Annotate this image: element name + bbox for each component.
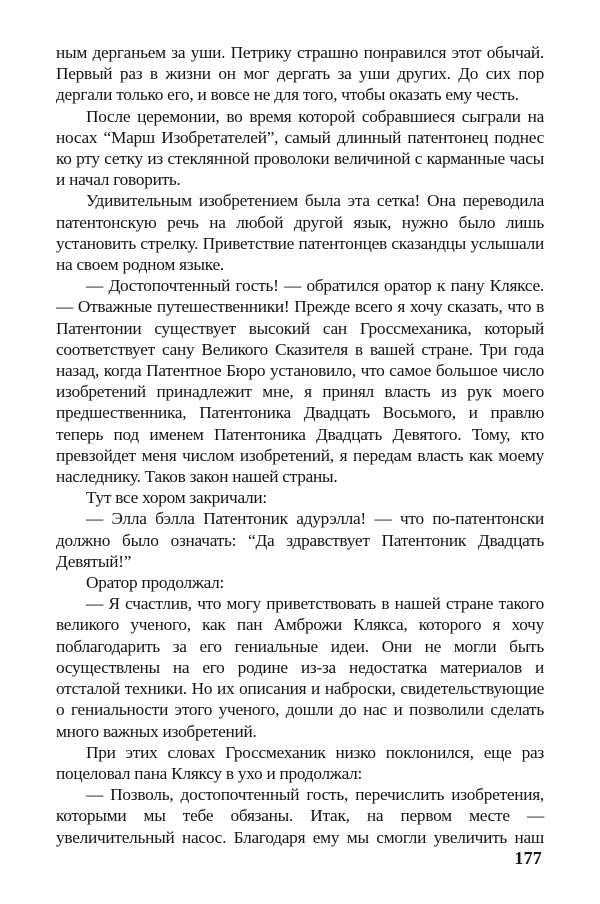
paragraph-2: После церемонии, во время которой собравшиеся сыграли на носах “Марш Изобретателей”, самый длинный патентонец поднес ко рту сетку из стеклянной проволоки величиной с карманные часы и начал говорить. — [56, 106, 544, 190]
paragraph-1: ным дерганьем за уши. Петрику страшно понравился этот обычай. Первый раз в жизни он мог дергать за уши других. До сих пор дергали только его, и вовсе не для того, чтобы оказать ему честь. — [56, 43, 544, 105]
page-number: 177 — [514, 848, 542, 868]
paragraph-9: При этих словах Гроссмеханик низко поклонился, еще раз поцеловал пана Кляксу в ухо и продолжал: — [56, 742, 544, 783]
paragraph-5: Тут все хором закричали: — [86, 488, 267, 508]
paragraph-10: — Позволь, достопочтенный гость, перечислить изобретения, которыми мы тебе обязаны. Итак, на первом месте — увеличительный насос. Благодаря ему мы смогли увеличить наш — [56, 785, 544, 847]
paragraph-3: Удивительным изобретением была эта сетка! Она переводила патентонскую речь на любой другой язык, нужно было лишь установить стрелку. Приветствие патентонцев сказандцы услышали на своем родном языке. — [56, 191, 544, 275]
body-text — [56, 42, 544, 848]
paragraph-7: Оратор продолжал: — [86, 573, 225, 593]
paragraph-8: — Я счастлив, что могу приветствовать в нашей стране такого великого ученого, как пан Амброжи Клякса, которого я хочу поблагодарить за его гениальные идеи. Они не могли быть осуществлены на его родине из-за недостатка материалов и отсталой техники. Но их описания и наброски, свидетельствующие о гениальности этого ученого, дошли до нас и позволили сделать много важных изобретений. — [56, 594, 544, 741]
paragraph-6: — Элла бэлла Патентоник адурэлла! — что по-патентонски должно было означать: “Да здравствует Патентоник Двадцать Девятый!” — [56, 509, 544, 571]
paragraph-4: — Достопочтенный гость! — обратился оратор к пану Кляксе. — Отважные путешественники! Прежде всего я хочу сказать, что в Патентонии существует высокий сан Гроссмеханика, который соответствует сану Великого Сказителя в вашей стране. Три года назад, когда Патентное Бюро установило, что самое большое число изобретений принадлежит мне, я принял власть из рук моего предшественника, Патентоника Двадцать Восьмого, и правлю теперь под именем Патентоника Двадцать Девятого. Тому, кто превзойдет меня числом изобретений, я передам власть как моему наследнику. Таков закон нашей страны. — [56, 276, 544, 487]
